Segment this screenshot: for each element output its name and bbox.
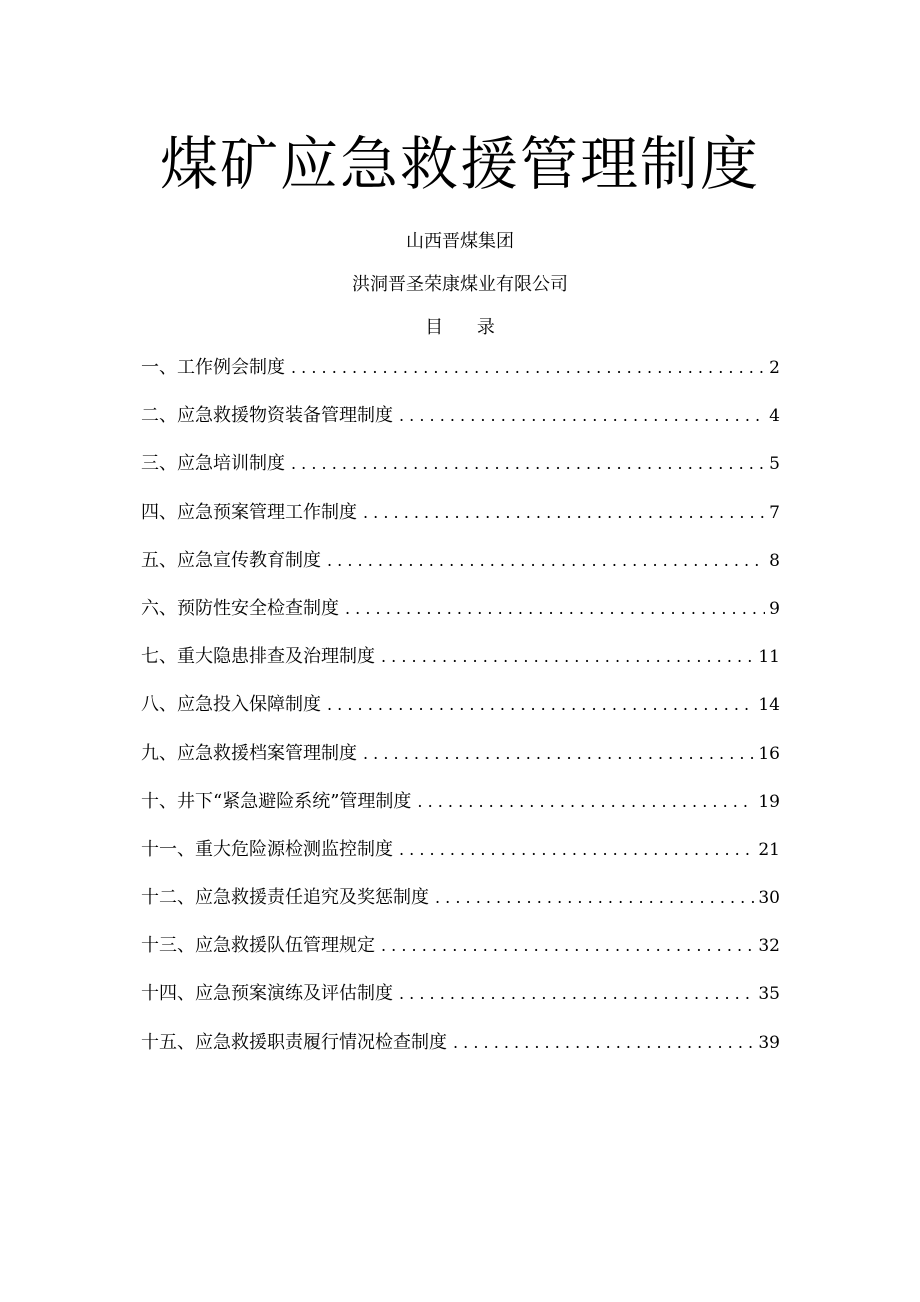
toc-entry-label: 五、应急宣传教育制度 <box>141 549 321 571</box>
toc-entry-page: 39 <box>758 1032 780 1053</box>
toc-entry-label: 四、应急预案管理工作制度 <box>141 501 357 523</box>
toc-entry-label: 九、应急救援档案管理制度 <box>141 742 357 764</box>
toc-entry[interactable] <box>141 642 780 690</box>
toc-entry-label: 八、应急投入保障制度 <box>141 694 321 716</box>
toc-entry-label: 六、预防性安全检查制度 <box>141 597 339 619</box>
toc-leader-dots <box>291 449 765 479</box>
toc-entry-label: 十三、应急救援队伍管理规定 <box>141 935 375 957</box>
organization-name: 山西晋煤集团 <box>406 231 514 252</box>
toc-entry-label: 二、应急救援物资装备管理制度 <box>141 405 393 427</box>
toc-entry-page: 16 <box>758 743 780 764</box>
toc-leader-dots <box>363 498 765 528</box>
toc-entry-page: 8 <box>769 550 780 571</box>
toc-leader-dots <box>381 642 754 672</box>
toc-entry[interactable] <box>141 835 780 883</box>
toc-entry[interactable] <box>141 690 780 738</box>
toc-entry[interactable] <box>141 594 780 642</box>
toc-entry[interactable] <box>141 787 780 835</box>
table-of-contents <box>141 353 780 1076</box>
toc-entry-page: 30 <box>758 888 780 909</box>
toc-leader-dots <box>399 401 765 431</box>
company-name: 洪洞晋圣荣康煤业有限公司 <box>352 274 568 295</box>
toc-entry-page: 2 <box>769 358 780 378</box>
toc-entry[interactable] <box>141 931 780 979</box>
document-title: 煤矿应急救援管理制度 <box>159 130 760 198</box>
toc-entry[interactable] <box>141 498 780 546</box>
toc-entry-page: 35 <box>758 984 780 1005</box>
toc-heading: 目 录 <box>425 317 509 338</box>
toc-entry[interactable] <box>141 401 780 449</box>
toc-entry[interactable] <box>141 449 780 497</box>
toc-entry-label: 三、应急培训制度 <box>141 453 285 475</box>
toc-leader-dots <box>345 594 765 624</box>
toc-entry[interactable] <box>141 979 780 1027</box>
toc-entry-label: 七、重大隐患排查及治理制度 <box>141 646 375 668</box>
toc-entry-page: 4 <box>769 406 780 427</box>
toc-entry[interactable] <box>141 883 780 931</box>
toc-leader-dots <box>381 931 754 961</box>
toc-entry[interactable] <box>141 1028 780 1076</box>
toc-entry-label: 十一、重大危险源检测监控制度 <box>141 838 393 860</box>
toc-leader-dots <box>291 353 765 383</box>
toc-entry-label: 十二、应急救援责任追究及奖惩制度 <box>141 887 429 909</box>
toc-leader-dots <box>417 787 754 817</box>
toc-entry-page: 14 <box>758 695 780 716</box>
toc-entry[interactable] <box>141 739 780 787</box>
toc-entry-page: 19 <box>758 791 780 812</box>
toc-entry-label: 十、井下“紧急避险系统”管理制度 <box>141 790 412 812</box>
toc-entry-page: 9 <box>769 598 780 619</box>
toc-leader-dots <box>435 883 754 913</box>
toc-entry-label: 一、工作例会制度 <box>141 357 285 378</box>
toc-entry-page: 5 <box>769 454 780 475</box>
toc-leader-dots <box>327 690 754 720</box>
toc-entry-label: 十五、应急救援职责履行情况检查制度 <box>141 1031 447 1053</box>
toc-leader-dots <box>399 835 754 865</box>
toc-entry-page: 7 <box>769 502 780 523</box>
toc-entry-page: 32 <box>758 936 780 957</box>
toc-leader-dots <box>363 739 754 769</box>
toc-entry-page: 21 <box>758 839 780 860</box>
toc-leader-dots <box>453 1028 754 1058</box>
toc-entry[interactable] <box>141 353 780 401</box>
toc-leader-dots <box>399 979 754 1009</box>
toc-leader-dots <box>327 546 765 576</box>
toc-entry-page: 11 <box>758 647 780 668</box>
toc-entry[interactable] <box>141 546 780 594</box>
toc-entry-label: 十四、应急预案演练及评估制度 <box>141 983 393 1005</box>
